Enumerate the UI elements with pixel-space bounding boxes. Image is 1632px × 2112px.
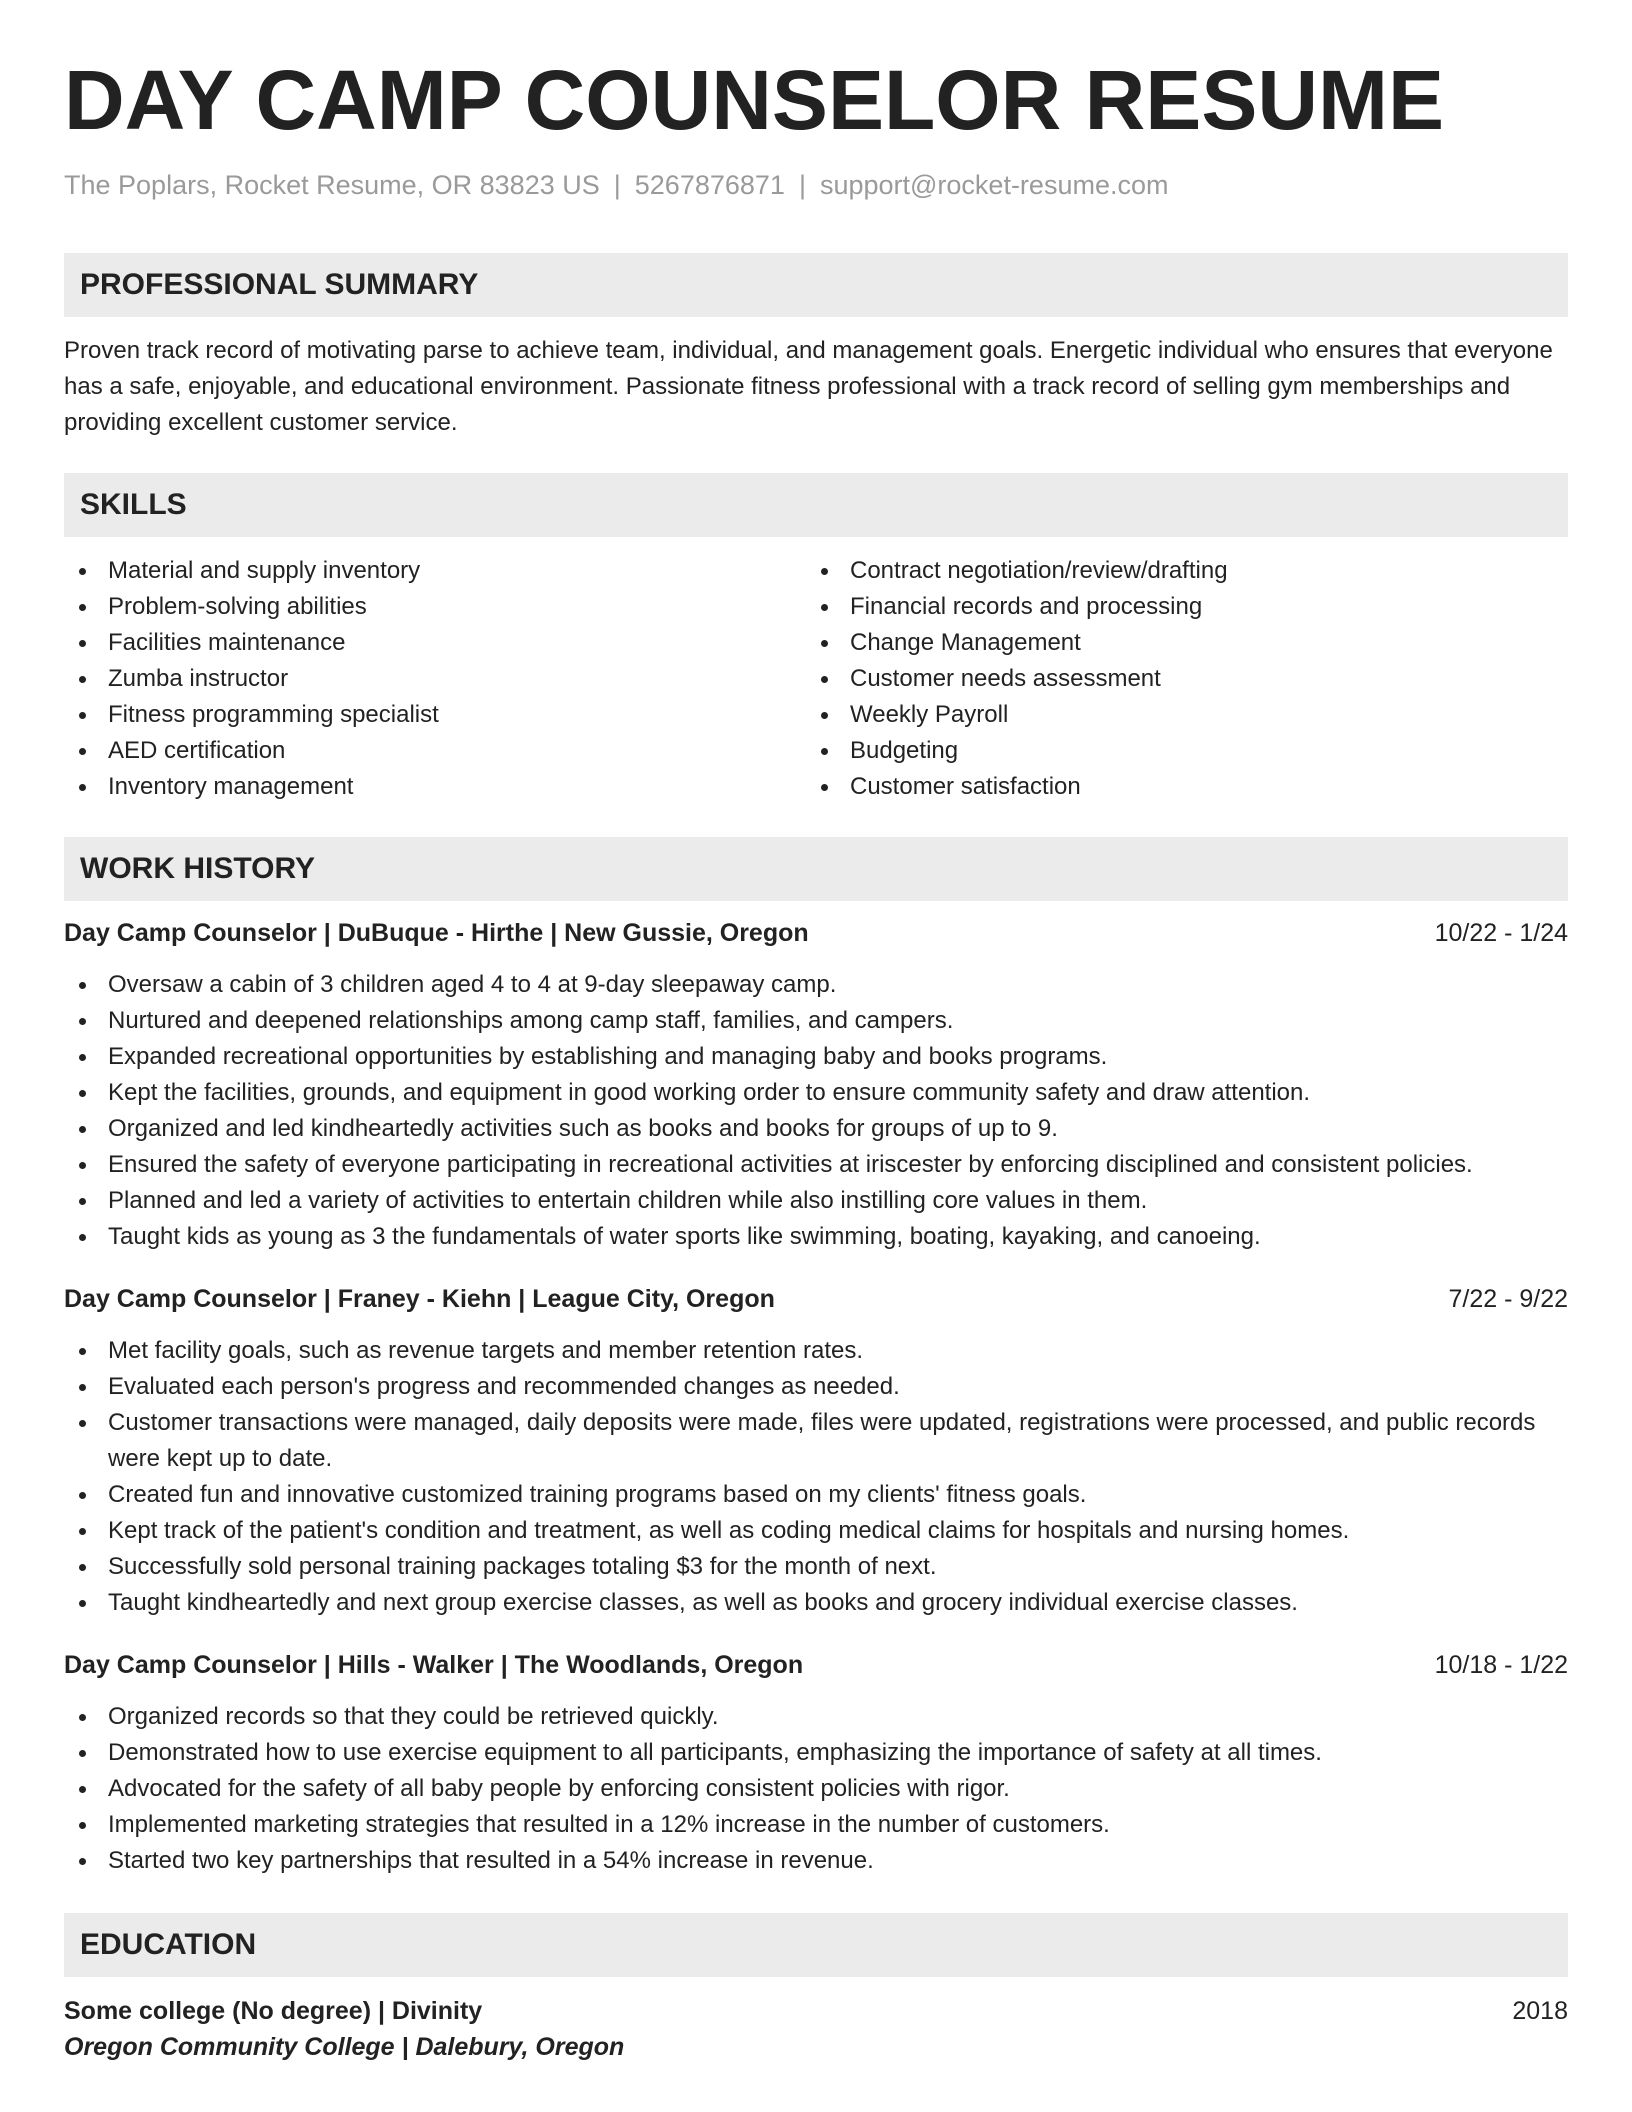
skill-item: Customer satisfaction <box>806 769 1548 805</box>
contact-line <box>64 170 1568 201</box>
job-bullet: Evaluated each person's progress and recommended changes as needed. <box>64 1369 1568 1405</box>
job-bullet: Kept track of the patient's condition and treatment, as well as coding medical claims for hospitals and nursing homes. <box>64 1513 1568 1549</box>
job-bullet: Met facility goals, such as revenue targets and member retention rates. <box>64 1333 1568 1369</box>
contact-separator: | <box>798 170 806 200</box>
job-bullet: Organized records so that they could be retrieved quickly. <box>64 1699 1568 1735</box>
job-date: 10/22 - 1/24 <box>1434 919 1568 947</box>
job-bullet: Ensured the safety of everyone participating in recreational activities at iriscester by enforcing disciplined and consistent policies. <box>64 1147 1568 1183</box>
work-history-heading: WORK HISTORY <box>64 837 1568 901</box>
summary-text: Proven track record of motivating parse to achieve team, individual, and management goals. Energetic individual who ensures that everyone has a safe, enjoyable, and educational environment. Passionate fitness professional with a track record of selling gym memberships and providing excellent customer service. <box>64 337 1553 436</box>
skill-item: Financial records and processing <box>806 589 1548 625</box>
education-header <box>64 1993 1568 2029</box>
job-bullet: Implemented marketing strategies that resulted in a 12% increase in the number of customers. <box>64 1807 1568 1843</box>
job-bullet: Taught kindheartedly and next group exercise classes, as well as books and grocery individual exercise classes. <box>64 1585 1568 1621</box>
job-bullet: Successfully sold personal training packages totaling $3 for the month of next. <box>64 1549 1568 1585</box>
skills-heading: SKILLS <box>64 473 1568 537</box>
contact-address: The Poplars, Rocket Resume, OR 83823 US <box>64 170 600 200</box>
job-title: Day Camp Counselor | Franey - Kiehn | League City, Oregon <box>64 1285 775 1313</box>
job-bullet: Customer transactions were managed, daily deposits were made, files were updated, registrations were processed, and public records were kept up to date. <box>64 1405 1568 1477</box>
job-bullet: Created fun and innovative customized training programs based on my clients' fitness goals. <box>64 1477 1568 1513</box>
skills-column-right <box>806 553 1548 805</box>
job-bullet: Kept the facilities, grounds, and equipment in good working order to ensure community safety and draw attention. <box>64 1075 1568 1111</box>
job-date: 10/18 - 1/22 <box>1434 1651 1568 1679</box>
resume-title: DAY CAMP COUNSELOR RESUME <box>64 53 1445 147</box>
job-bullet: Taught kids as young as 3 the fundamentals of water sports like swimming, boating, kayaking, and canoeing. <box>64 1219 1568 1255</box>
job-entry <box>64 915 1568 1255</box>
skill-item: Customer needs assessment <box>806 661 1548 697</box>
job-bullets <box>64 967 1568 1255</box>
job-entry <box>64 1647 1568 1879</box>
job-bullet: Nurtured and deepened relationships among camp staff, families, and campers. <box>64 1003 1568 1039</box>
job-bullets <box>64 1699 1568 1879</box>
job-bullet: Planned and led a variety of activities to entertain children while also instilling core values in them. <box>64 1183 1568 1219</box>
education-year: 2018 <box>1512 1997 1568 2025</box>
contact-separator: | <box>613 170 621 200</box>
skill-item: Weekly Payroll <box>806 697 1548 733</box>
education-school: Oregon Community College | Dalebury, Oregon <box>64 2033 625 2061</box>
summary-heading: PROFESSIONAL SUMMARY <box>64 253 1568 317</box>
job-header <box>64 1281 1568 1317</box>
skill-item: Fitness programming specialist <box>64 697 806 733</box>
job-date: 7/22 - 9/22 <box>1448 1285 1568 1313</box>
skills-list <box>64 553 1568 805</box>
skill-item: Budgeting <box>806 733 1548 769</box>
education-heading: EDUCATION <box>64 1913 1568 1977</box>
job-entry <box>64 1281 1568 1621</box>
job-bullet: Expanded recreational opportunities by establishing and managing baby and books programs. <box>64 1039 1568 1075</box>
skill-item: Material and supply inventory <box>64 553 806 589</box>
job-bullet: Oversaw a cabin of 3 children aged 4 to 4 at 9-day sleepaway camp. <box>64 967 1568 1003</box>
skill-item: Inventory management <box>64 769 806 805</box>
job-bullets <box>64 1333 1568 1621</box>
skill-item: Facilities maintenance <box>64 625 806 661</box>
contact-phone: 5267876871 <box>634 170 785 200</box>
skill-item: Contract negotiation/review/drafting <box>806 553 1548 589</box>
job-bullet: Organized and led kindheartedly activities such as books and books for groups of up to 9. <box>64 1111 1568 1147</box>
job-bullet: Advocated for the safety of all baby people by enforcing consistent policies with rigor. <box>64 1771 1568 1807</box>
job-header <box>64 1647 1568 1683</box>
skill-item: AED certification <box>64 733 806 769</box>
job-header <box>64 915 1568 951</box>
job-bullet: Demonstrated how to use exercise equipment to all participants, emphasizing the importance of safety at all times. <box>64 1735 1568 1771</box>
job-bullet: Started two key partnerships that resulted in a 54% increase in revenue. <box>64 1843 1568 1879</box>
skill-item: Problem-solving abilities <box>64 589 806 625</box>
job-title: Day Camp Counselor | DuBuque - Hirthe | New Gussie, Oregon <box>64 919 809 947</box>
skills-column-left <box>64 553 806 805</box>
education-degree: Some college (No degree) | Divinity <box>64 1997 483 2025</box>
skill-item: Change Management <box>806 625 1548 661</box>
contact-email[interactable]: support@rocket-resume.com <box>819 170 1169 200</box>
skill-item: Zumba instructor <box>64 661 806 697</box>
job-title: Day Camp Counselor | Hills - Walker | The Woodlands, Oregon <box>64 1651 804 1679</box>
